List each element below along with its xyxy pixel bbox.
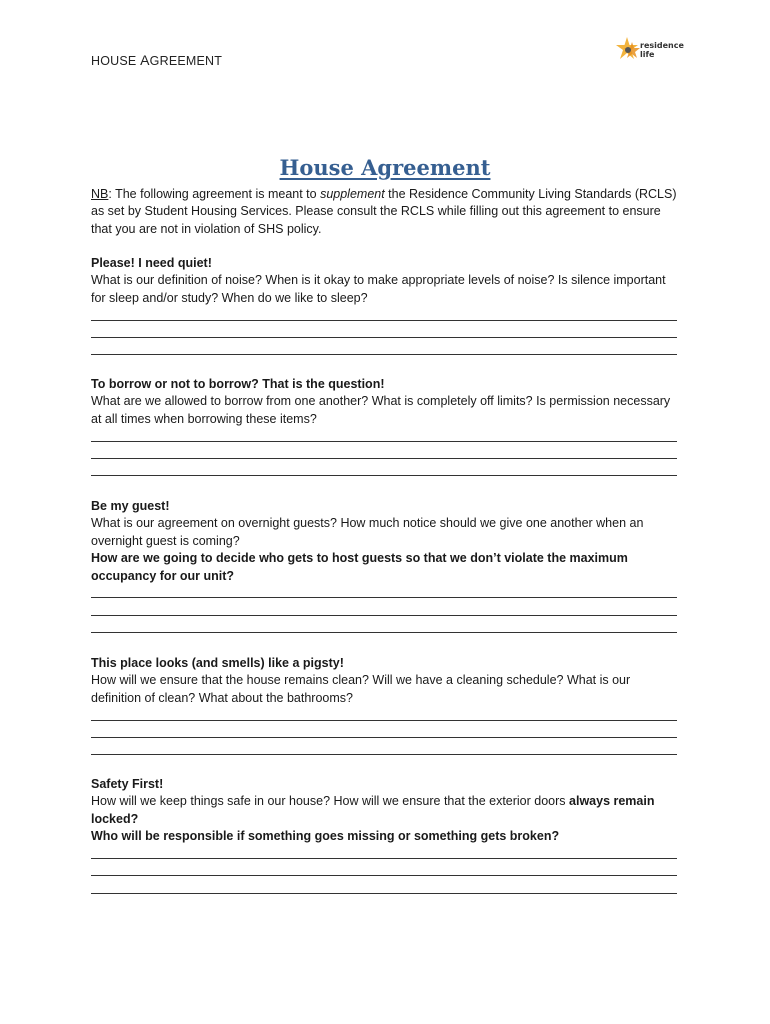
intro-text-2: the Residence Community Living Standards (RCLS) as set by Student Housing Services. Please consult the RCLS while filling out this agreement to ensure that you are not in violation of SHS policy.: [91, 187, 677, 236]
section-heading: To borrow or not to borrow? That is the question!: [91, 377, 385, 391]
section-quiet: [91, 255, 681, 359]
answer-line[interactable]: [91, 620, 681, 637]
answer-line[interactable]: [91, 463, 681, 480]
section-question: [91, 793, 681, 828]
intro-text-1: : The following agreement is meant to: [108, 187, 321, 201]
safety-question-bold: always remain locked?: [91, 794, 655, 826]
answer-line[interactable]: [91, 863, 681, 880]
answer-line[interactable]: [91, 742, 681, 759]
section-heading: This place looks (and smells) like a pigsty!: [91, 656, 344, 670]
answer-line[interactable]: [91, 880, 681, 897]
logo-text-line2: life: [640, 50, 655, 59]
page-title: House Agreement: [279, 155, 491, 180]
section-question: What is our agreement on overnight guests? How much notice should we give one another when an overnight guest is coming?: [91, 516, 644, 548]
nb-label: NB: [91, 187, 109, 201]
logo-text-line1: residence: [640, 41, 684, 50]
answer-line[interactable]: [91, 307, 681, 324]
section-question: What is our definition of noise? When is it okay to make appropriate levels of noise? Is silence important for sleep and/or study? When do we like to sleep?: [91, 273, 666, 305]
section-bold-question: Who will be responsible if something goes missing or something gets broken?: [91, 829, 560, 844]
answer-line[interactable]: [91, 428, 681, 445]
section-bold-question: How are we going to decide who gets to host guests so that we don’t violate the maximum occupancy for our unit?: [91, 551, 628, 583]
logo-text: [640, 41, 684, 59]
running-header: [91, 52, 222, 68]
section-question: What are we allowed to borrow from one another? What is completely off limits? Is permission necessary at all times when borrowing these items?: [91, 394, 671, 426]
residence-life-logo: [616, 36, 682, 66]
running-header-first: HOUSE: [91, 54, 141, 68]
answer-line[interactable]: [91, 846, 681, 863]
star-logo-icon: [616, 36, 642, 64]
section-question: How will we ensure that the house remains clean? Will we have a cleaning schedule? What is our definition of clean? What about the bathrooms?: [91, 673, 631, 705]
answer-line[interactable]: [91, 585, 681, 602]
section-guests: [91, 498, 681, 637]
running-header-initial: A: [140, 52, 150, 68]
safety-question-text: How will we keep things safe in our house? How will we ensure that the exterior doors: [91, 794, 570, 809]
answer-line[interactable]: [91, 342, 681, 359]
section-borrow: [91, 376, 681, 480]
section-heading: Be my guest!: [91, 499, 170, 513]
answer-line[interactable]: [91, 602, 681, 619]
answer-line[interactable]: [91, 325, 681, 342]
section-safety: [91, 776, 681, 898]
intro-paragraph: [91, 186, 681, 238]
answer-line[interactable]: [91, 725, 681, 742]
section-heading: Safety First!: [91, 777, 164, 791]
answer-line[interactable]: [91, 446, 681, 463]
running-header-rest: GREEMENT: [149, 54, 223, 68]
section-cleaning: [91, 655, 681, 759]
section-heading: Please! I need quiet!: [91, 256, 212, 270]
answer-line[interactable]: [91, 707, 681, 724]
intro-italic-word: supplement: [320, 187, 385, 201]
